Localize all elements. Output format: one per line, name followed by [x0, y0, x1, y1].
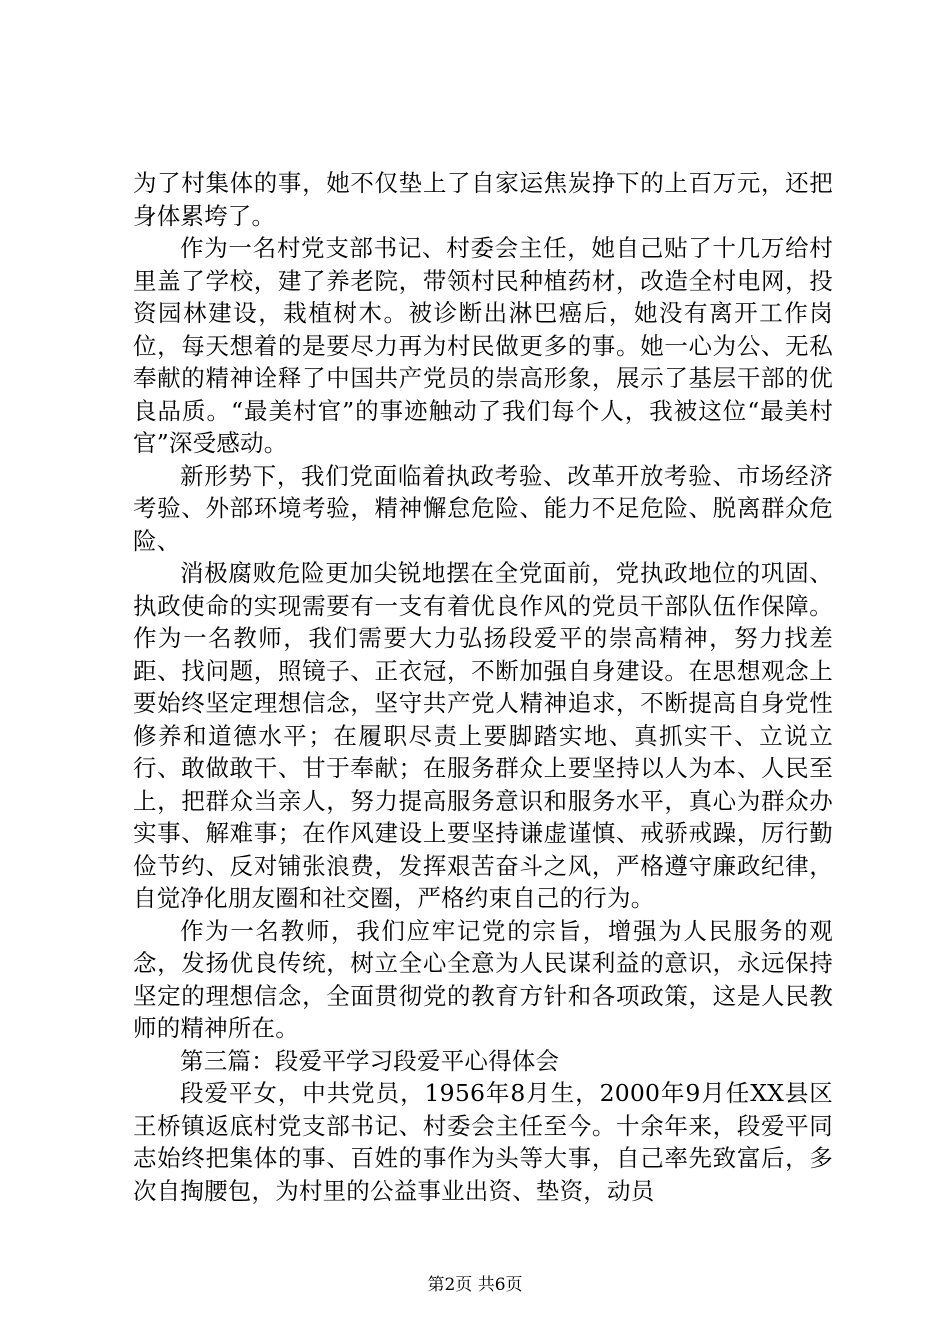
document-body [133, 167, 833, 1207]
section-heading: 第三篇：段爱平学习段爱平心得体会 [180, 1046, 560, 1075]
paragraph-continuation: 为了村集体的事，她不仅垫上了自家运焦炭挣下的上百万元，还把身体累垮了。 [133, 169, 833, 230]
paragraph-new-situation: 新形势下，我们党面临着执政考验、改革开放考验、市场经济考验、外部环境考验，精神懈怠危险、能力不足危险、脱离群众危险、 [133, 461, 833, 555]
paragraph-biography: 段爱平女，中共党员，1956年8月生，2000年9月任XX县区王桥镇返底村党支部书记、村委会主任至今。十余年来，段爱平同志始终把集体的事、百姓的事作为头等大事，自己率先致富后，多次自掏腰包，为村里的公益事业出资、垫资，动员 [133, 1079, 833, 1205]
paragraph-party-building: 消极腐败危险更加尖锐地摆在全党面前，党执政地位的巩固、执政使命的实现需要有一支有着优良作风的党员干部队伍作保障。作为一名教师，我们需要大力弘扬段爱平的崇高精神，努力找差距、找问题，照镜子、正衣冠，不断加强自身建设。在思想观念上要始终坚定理想信念，坚守共产党人精神追求，不断提高自身党性修养和道德水平；在履职尽责上要脚踏实地、真抓实干、立说立行、敢做敢干、甘于奉献；在服务群众上要坚持以人为本、人民至上，把群众当亲人，努力提高服务意识和服务水平，真心为群众办实事、解难事；在作风建设上要坚持谦虚谨慎、戒骄戒躁，厉行勤俭节约、反对铺张浪费，发挥艰苦奋斗之风，严格遵守廉政纪律，自觉净化朋友圈和社交圈，严格约束自己的行为。 [133, 559, 833, 912]
page-footer: 第2页 共6页 [427, 1275, 523, 1295]
paragraph-teacher-mission: 作为一名教师，我们应牢记党的宗旨，增强为人民服务的观念，发扬优良传统，树立全心全意为人民谋利益的意识，永远保持坚定的理想信念，全面贯彻党的教育方针和各项政策，这是人民教师的精神所在。 [133, 916, 833, 1042]
paragraph-village-official: 作为一名村党支部书记、村委会主任，她自己贴了十几万给村里盖了学校，建了养老院，带领村民种植药材，改造全村电网，投资园林建设，栽植树木。被诊断出淋巴癌后，她没有离开工作岗位，每天想着的是要尽力再为村民做更多的事。她一心为公、无私奉献的精神诠释了中国共产党员的崇高形象，展示了基层干部的优良品质。“最美村官”的事迹触动了我们每个人，我被这位“最美村官”深受感动。 [133, 234, 833, 457]
